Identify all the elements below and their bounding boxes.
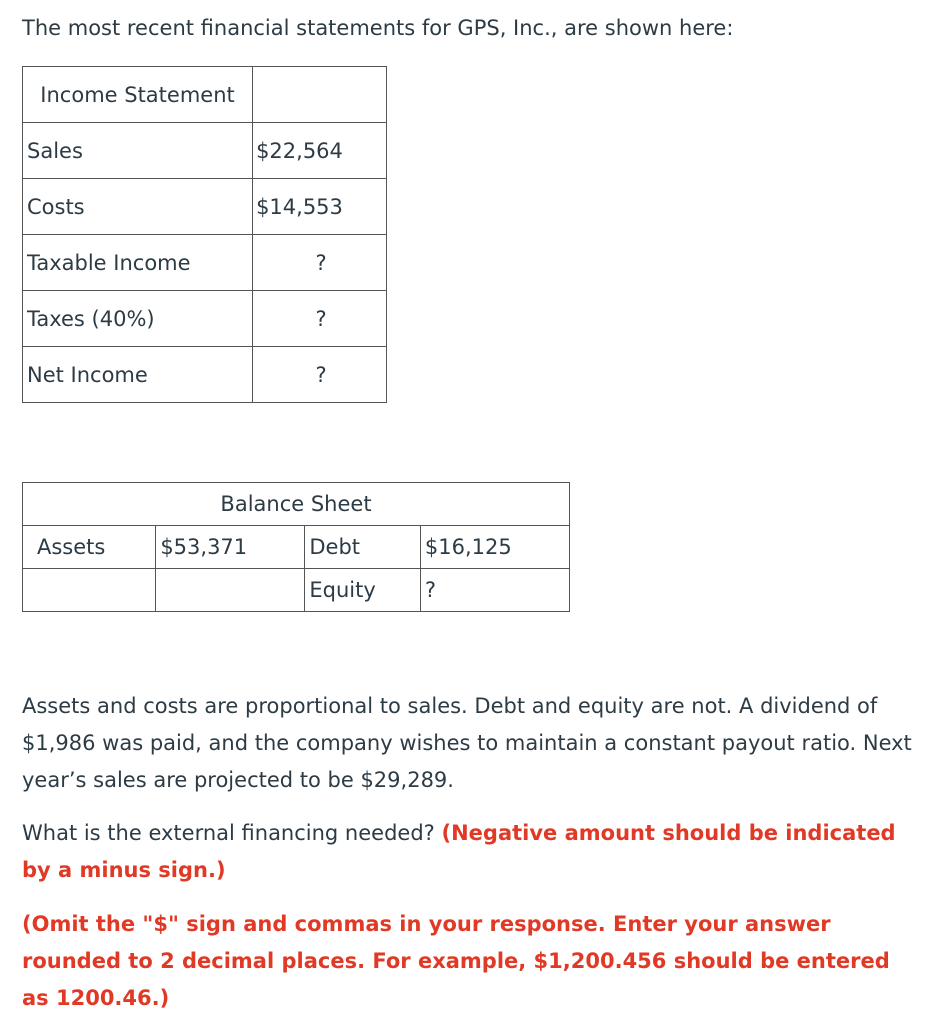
equity-value: ? bbox=[420, 569, 569, 612]
table-row bbox=[23, 291, 387, 347]
table-row bbox=[23, 179, 387, 235]
table-row bbox=[23, 526, 570, 569]
problem-description: Assets and costs are proportional to sales. Debt and equity are not. A dividend of $1,986 was paid, and the company wishes to maintain a constant payout ratio. Next year’s sales are projected to be $29,289. bbox=[22, 694, 912, 792]
table-row bbox=[23, 235, 387, 291]
empty-cell bbox=[156, 569, 305, 612]
assets-label: Assets bbox=[23, 526, 156, 569]
row-label: Sales bbox=[23, 123, 253, 179]
row-value: ? bbox=[253, 291, 387, 347]
income-statement-table bbox=[22, 66, 387, 403]
balance-sheet-title: Balance Sheet bbox=[23, 483, 570, 526]
table-row bbox=[23, 347, 387, 403]
equity-label: Equity bbox=[305, 569, 421, 612]
intro-text: The most recent financial statements for GPS, Inc., are shown here: bbox=[22, 16, 734, 40]
empty-cell bbox=[23, 569, 156, 612]
table-row bbox=[23, 569, 570, 612]
balance-sheet-table bbox=[22, 482, 570, 612]
row-label: Costs bbox=[23, 179, 253, 235]
table-row bbox=[23, 123, 387, 179]
debt-label: Debt bbox=[305, 526, 421, 569]
assets-value: $53,371 bbox=[156, 526, 305, 569]
row-value: ? bbox=[253, 235, 387, 291]
question-note: (Negative amount should be indicated by a minus sign.) bbox=[22, 821, 896, 882]
answer-instructions: (Omit the "$" sign and commas in your response. Enter your answer rounded to 2 decimal places. For example, $1,200.456 should be entered as 1200.46.) bbox=[22, 912, 890, 1010]
row-value: $22,564 bbox=[253, 123, 387, 179]
row-label: Taxable Income bbox=[23, 235, 253, 291]
row-label: Net Income bbox=[23, 347, 253, 403]
row-label: Taxes (40%) bbox=[23, 291, 253, 347]
debt-value: $16,125 bbox=[420, 526, 569, 569]
question-text bbox=[22, 815, 917, 889]
row-value: ? bbox=[253, 347, 387, 403]
income-statement-header-blank bbox=[253, 67, 387, 123]
income-statement-title: Income Statement bbox=[23, 67, 253, 123]
question-main: What is the external financing needed? bbox=[22, 821, 435, 845]
row-value: $14,553 bbox=[253, 179, 387, 235]
